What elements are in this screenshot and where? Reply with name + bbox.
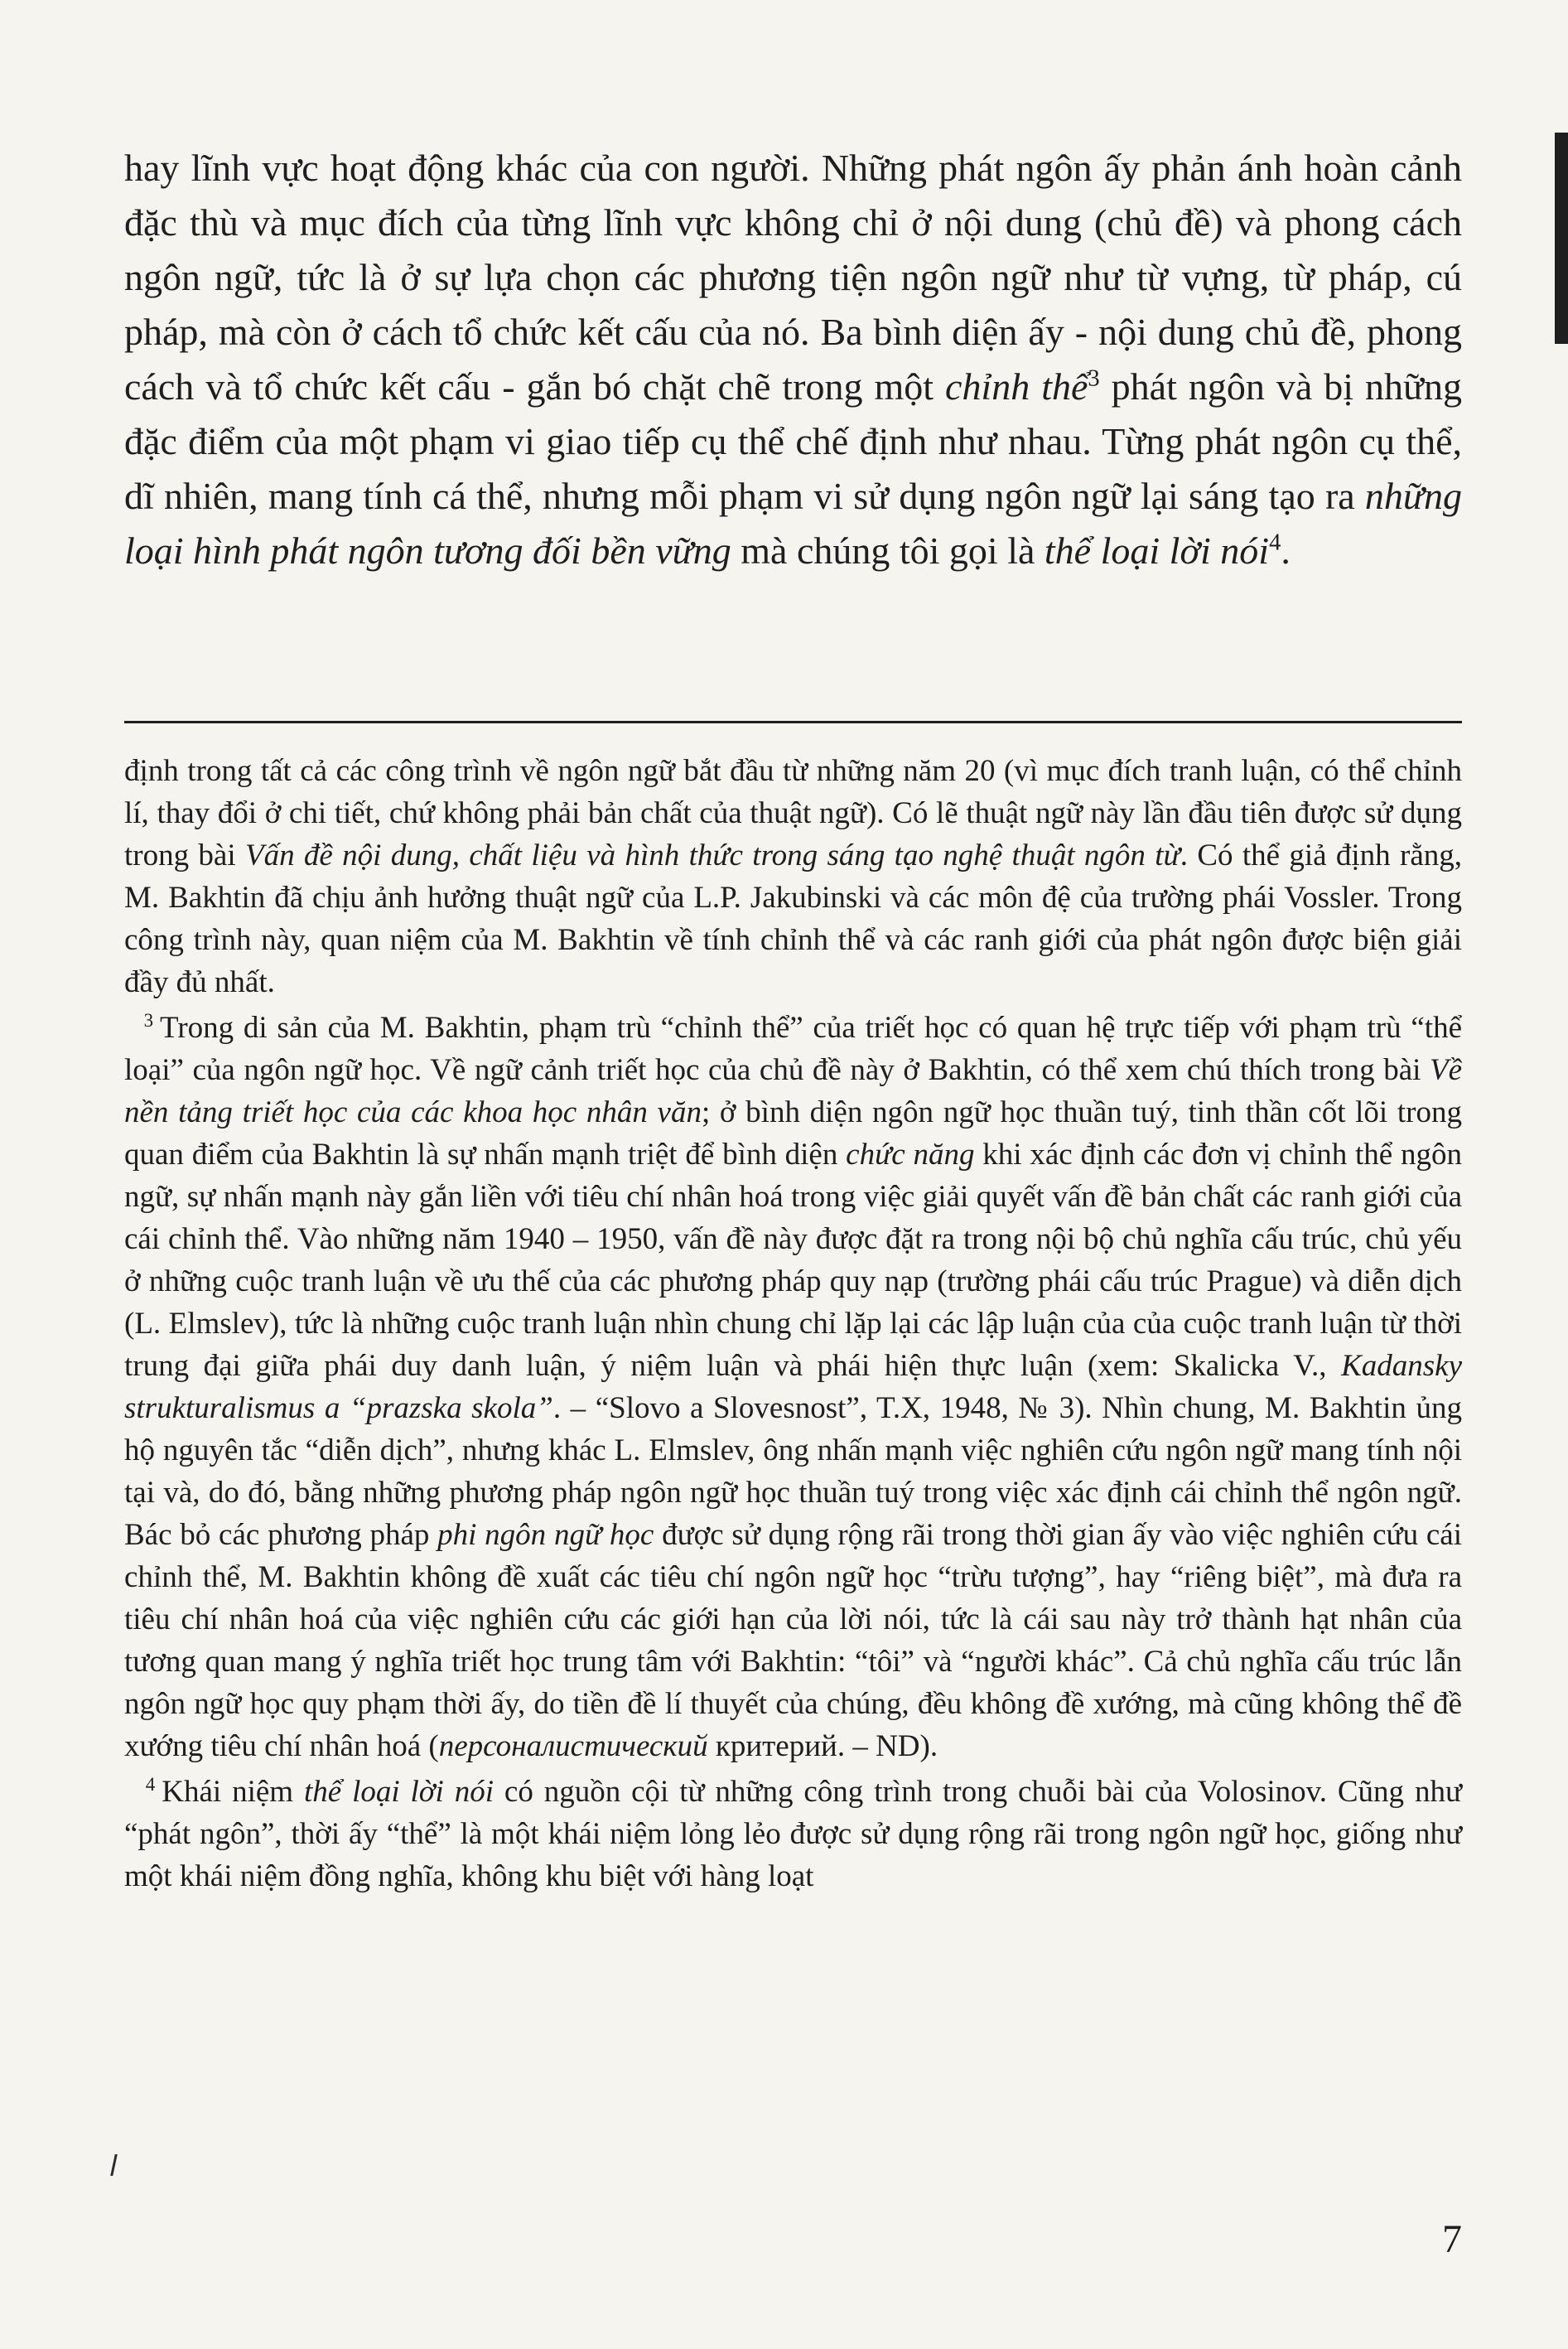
footnote-text: . – “Slovo a Slovesnost”, T.X, 1948, № 3). Nhìn chung, M. Bakhtin ủng hộ nguyên tắc “diễn dịch”, nhưng khác L. Elmslev, ông nhấn mạnh việc nghiên cứu ngôn ngữ mang tính nội tại và, do đó, bằng những phương pháp ngôn ngữ học thuần tuý trong việc xác định cái chỉnh thể ngôn ngữ. Bác bỏ các phương pháp	[124, 1391, 1462, 1552]
footnote-italic-term: chức năng	[846, 1138, 975, 1172]
footnote-ref-4[interactable]: 4	[1269, 529, 1281, 556]
page-edge-tab	[1555, 133, 1568, 344]
footnote-italic-term: thể loại lời nói	[303, 1775, 494, 1809]
footnote-3	[124, 1007, 1462, 1767]
stray-pencil-mark	[110, 2154, 118, 2176]
footnote-ref-3[interactable]: 3	[1088, 365, 1100, 392]
italic-term-the-loai: thể loại lời nói	[1044, 529, 1270, 572]
footnote-italic-title: Kadansky strukturalismus a “prazska skola”	[124, 1349, 1462, 1425]
footnote-continuation	[124, 750, 1462, 1003]
main-text-part: mà chúng tôi gọi là	[731, 529, 1045, 572]
footnote-text: có nguồn cội từ những công trình trong chuỗi bài của Volosinov. Cũng như “phát ngôn”, thời ấy “thể” là một khái niệm lỏng lẻo được sử dụng rộng rãi trong ngôn ngữ học, giống như một khái niệm đồng nghĩa, không khu biệt với hàng loạt	[124, 1775, 1462, 1893]
footnote-number-3: 3	[143, 1009, 154, 1031]
footnote-italic-term: phi ngôn ngữ học	[437, 1518, 654, 1552]
main-text	[124, 141, 1462, 578]
footnote-text: Khái niệm	[162, 1775, 304, 1809]
footnotes	[124, 750, 1462, 1901]
footnote-text: định trong tất cả các công trình về ngôn ngữ bắt đầu từ những năm 20 (vì mục đích tranh luận, có thể chỉnh lí, thay đổi ở chi tiết, chứ không phải bản chất của thuật ngữ). Có lẽ thuật ngữ này lần đầu tiên được sử dụng trong bài	[124, 754, 1462, 872]
footnote-text: критерий. – ND).	[707, 1729, 938, 1763]
footnote-italic-russian: персоналистический	[438, 1729, 708, 1763]
footnote-italic-title: Vấn đề nội dung, chất liệu và hình thức trong sáng tạo nghệ thuật ngôn từ	[244, 839, 1180, 872]
footnote-text: khi xác định các đơn vị chỉnh thể ngôn ngữ, sự nhấn mạnh này gắn liền với tiêu chí nhân hoá trong việc giải quyết vấn đề bản chất các ranh giới của cái chỉnh thể. Vào những năm 1940 – 1950, vấn đề này được đặt ra trong nội bộ chủ nghĩa cấu trúc, chủ yếu ở những cuộc tranh luận về ưu thế của các phương pháp quy nạp (trường phái cấu trúc Prague) và diễn dịch (L. Elmslev), tức là những cuộc tranh luận nhìn chung chỉ lặp lại các lập luận của của cuộc tranh luận từ thời trung đại giữa phái duy danh luận, ý niệm luận và phái hiện thực luận (xem: Skalicka V.,	[124, 1138, 1463, 1383]
footnote-italic-title: Về nền tảng triết học của các khoa học nhân văn	[124, 1053, 1462, 1129]
main-text-end: .	[1281, 529, 1291, 572]
footnote-text: Trong di sản của M. Bakhtin, phạm trù “chỉnh thể” của triết học có quan hệ trực tiếp với phạm trù “thể loại” của ngôn ngữ học. Về ngữ cảnh triết học của chủ đề này ở Bakhtin, có thể xem chú thích trong bài	[124, 1011, 1462, 1087]
main-text-part: phát ngôn và bị những đặc điểm của một phạm vi giao tiếp cụ thể chế định như nhau. Từng phát ngôn cụ thể, dĩ nhiên, mang tính cá thể, nhưng mỗi phạm vi sử dụng ngôn ngữ lại sáng tạo ra	[124, 365, 1462, 517]
page-number: 7	[1442, 2217, 1462, 2261]
italic-term-chinh-the: chỉnh thể	[945, 365, 1088, 408]
footnote-4	[124, 1771, 1462, 1897]
footnote-number-4: 4	[145, 1773, 156, 1795]
main-text-part: hay lĩnh vực hoạt động khác của con người. Những phát ngôn ấy phản ánh hoàn cảnh đặc thù và mục đích của từng lĩnh vực không chỉ ở nội dung (chủ đề) và phong cách ngôn ngữ, tức là ở sự lựa chọn các phương tiện ngôn ngữ như từ vựng, từ pháp, cú pháp, mà còn ở cách tổ chức kết cấu của nó. Ba bình diện ấy - nội dung chủ đề, phong cách và tổ chức kết cấu - gắn bó chặt chẽ trong một	[124, 147, 1462, 408]
footnote-divider	[124, 721, 1462, 723]
footnote-text: được sử dụng rộng rãi trong thời gian ấy vào việc nghiên cứu cái chỉnh thể, M. Bakhtin không đề xuất các tiêu chí ngôn ngữ học “trừu tượng”, hay “riêng biệt”, mà đưa ra tiêu chí nhân hoá của việc nghiên cứu các giới hạn của lời nói, tức là cái sau này trở thành hạt nhân của tương quan mang ý nghĩa triết học trung tâm với Bakhtin: “tôi” và “người khác”. Cả chủ nghĩa cấu trúc lẫn ngôn ngữ học quy phạm thời ấy, do tiền đề lí thuyết của chúng, đều không đề xướng, mà cũng không thể đề xướng tiêu chí nhân hoá (	[124, 1518, 1462, 1763]
footnote-text: . Có thể giả định rằng, M. Bakhtin đã chịu ảnh hưởng thuật ngữ của L.P. Jakubinski và các môn đệ của trường phái Vossler. Trong công trình này, quan niệm của M. Bakhtin về tính chỉnh thể và các ranh giới của phát ngôn được biện giải đầy đủ nhất.	[124, 839, 1463, 999]
footnote-text: ; ở bình diện ngôn ngữ học thuần tuý, tinh thần cốt lõi trong quan điểm của Bakhtin là sự nhấn mạnh triệt để bình diện	[124, 1095, 1462, 1172]
italic-term-loai-hinh: những loại hình phát ngôn tương đối bền vững	[124, 475, 1462, 572]
